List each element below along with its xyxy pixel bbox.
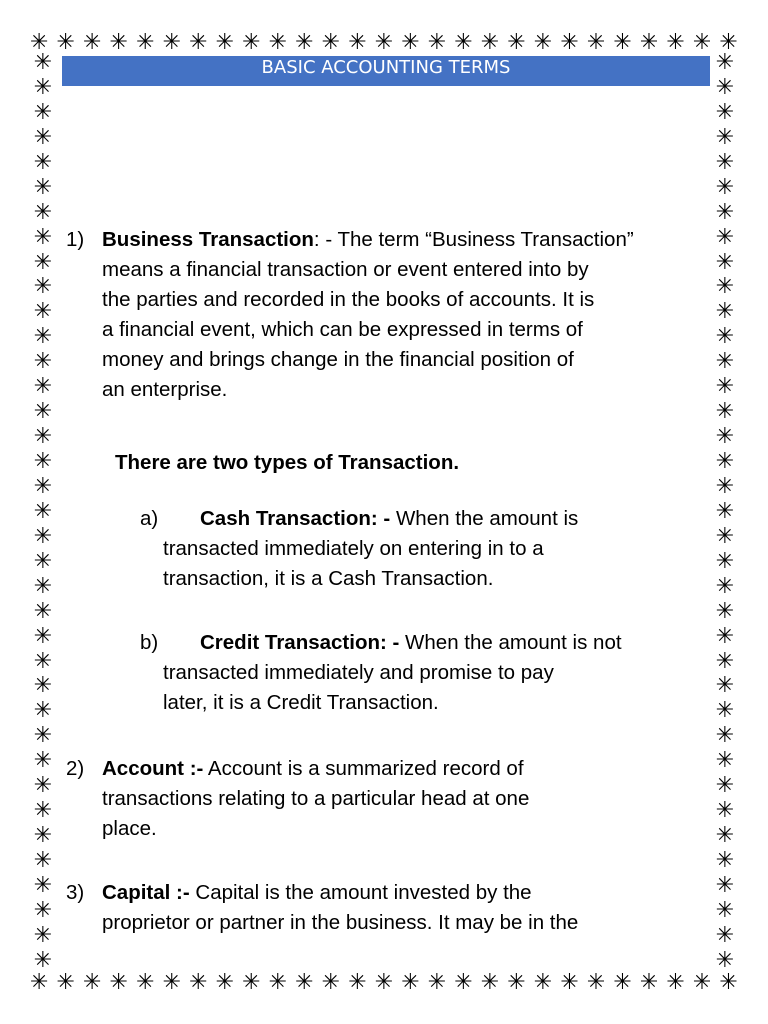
star-ornament-icon: ✳ <box>427 970 447 995</box>
star-ornament-icon: ✳ <box>507 970 526 995</box>
star-ornament-icon: ✳ <box>33 573 53 599</box>
star-ornament-icon: ✳ <box>136 970 155 995</box>
star-ornament-icon: ✳ <box>715 823 735 849</box>
definition-line: money and brings change in the financial position of <box>102 348 574 371</box>
top-star-border <box>30 30 738 56</box>
star-ornament-icon: ✳ <box>560 970 579 995</box>
star-ornament-icon: ✳ <box>480 970 500 995</box>
star-ornament-icon: ✳ <box>33 897 53 923</box>
definition-line: proprietor or partner in the business. It may be in the <box>102 911 579 934</box>
star-ornament-icon: ✳ <box>715 723 735 749</box>
definition-line: transactions relating to a particular head at one <box>102 787 530 810</box>
star-ornament-icon: ✳ <box>33 473 53 499</box>
star-ornament-icon: ✳ <box>639 30 659 55</box>
star-ornament-icon: ✳ <box>321 30 341 55</box>
star-ornament-icon: ✳ <box>715 274 735 300</box>
star-ornament-icon: ✳ <box>33 848 53 873</box>
star-ornament-icon: ✳ <box>427 30 447 55</box>
star-ornament-icon: ✳ <box>374 30 394 55</box>
star-ornament-icon: ✳ <box>715 449 735 474</box>
star-ornament-icon: ✳ <box>533 30 553 55</box>
star-ornament-icon: ✳ <box>715 748 735 774</box>
title-bar <box>62 56 710 86</box>
star-ornament-icon: ✳ <box>33 673 53 699</box>
star-ornament-icon: ✳ <box>242 30 261 55</box>
star-ornament-icon: ✳ <box>715 773 735 799</box>
star-ornament-icon: ✳ <box>454 970 473 995</box>
star-ornament-icon: ✳ <box>401 970 420 995</box>
star-ornament-icon: ✳ <box>715 648 735 674</box>
term-name: Account :- <box>102 757 204 780</box>
star-ornament-icon: ✳ <box>33 374 53 400</box>
definition-line: the parties and recorded in the books of accounts. It is <box>102 288 595 311</box>
item-number: 2) <box>66 757 85 780</box>
star-ornament-icon: ✳ <box>33 548 53 574</box>
star-ornament-icon: ✳ <box>33 598 53 624</box>
star-ornament-icon: ✳ <box>480 30 500 55</box>
page-title: BASIC ACCOUNTING TERMS <box>261 57 511 78</box>
item-number: 1) <box>66 228 85 251</box>
star-ornament-icon: ✳ <box>692 30 712 55</box>
star-ornament-icon: ✳ <box>666 30 685 55</box>
star-ornament-icon: ✳ <box>715 848 735 873</box>
term-name: Business Transaction <box>102 228 314 251</box>
star-ornament-icon: ✳ <box>162 970 182 995</box>
star-ornament-icon: ✳ <box>719 30 738 55</box>
star-ornament-icon: ✳ <box>715 299 735 325</box>
star-ornament-icon: ✳ <box>715 872 735 898</box>
star-ornament-icon: ✳ <box>295 970 314 995</box>
star-ornament-icon: ✳ <box>507 30 526 55</box>
star-ornament-icon: ✳ <box>715 673 735 699</box>
star-ornament-icon: ✳ <box>321 970 341 995</box>
term-name: Capital :- <box>102 881 190 904</box>
star-ornament-icon: ✳ <box>639 970 659 995</box>
star-ornament-icon: ✳ <box>560 30 579 55</box>
definition-line: a financial event, which can be expressed in terms of <box>102 318 583 341</box>
definition-line: means a financial transaction or event entered into by <box>102 258 589 281</box>
star-ornament-icon: ✳ <box>692 970 712 995</box>
star-ornament-icon: ✳ <box>715 99 735 125</box>
star-ornament-icon: ✳ <box>33 823 53 849</box>
star-ornament-icon: ✳ <box>715 598 735 624</box>
star-ornament-icon: ✳ <box>715 922 735 948</box>
definition-line: transaction, it is a Cash Transaction. <box>163 567 494 590</box>
star-ornament-icon: ✳ <box>33 224 53 250</box>
star-ornament-icon: ✳ <box>33 324 53 350</box>
star-ornament-icon: ✳ <box>33 872 53 898</box>
star-ornament-icon: ✳ <box>715 174 735 200</box>
star-ornament-icon: ✳ <box>533 970 553 995</box>
star-ornament-icon: ✳ <box>586 30 606 55</box>
star-ornament-icon: ✳ <box>715 74 735 100</box>
star-ornament-icon: ✳ <box>215 30 235 55</box>
right-star-border <box>712 52 738 972</box>
star-ornament-icon: ✳ <box>33 399 53 425</box>
star-ornament-icon: ✳ <box>83 970 102 995</box>
definition-line: later, it is a Credit Transaction. <box>163 691 439 714</box>
star-ornament-icon: ✳ <box>268 30 288 55</box>
definition-line: Account is a summarized record of <box>203 757 524 780</box>
star-ornament-icon: ✳ <box>33 922 53 948</box>
star-ornament-icon: ✳ <box>719 970 738 995</box>
star-ornament-icon: ✳ <box>33 99 53 125</box>
star-ornament-icon: ✳ <box>33 174 53 200</box>
star-ornament-icon: ✳ <box>33 124 53 150</box>
star-ornament-icon: ✳ <box>33 149 53 175</box>
star-ornament-icon: ✳ <box>715 424 735 450</box>
star-ornament-icon: ✳ <box>33 773 53 799</box>
star-ornament-icon: ✳ <box>348 30 367 55</box>
star-ornament-icon: ✳ <box>295 30 314 55</box>
star-ornament-icon: ✳ <box>83 30 102 55</box>
subitem-letter: b) <box>140 631 159 654</box>
star-ornament-icon: ✳ <box>33 349 53 375</box>
star-ornament-icon: ✳ <box>586 970 606 995</box>
definition-line: place. <box>102 817 157 840</box>
star-ornament-icon: ✳ <box>33 798 53 824</box>
star-ornament-icon: ✳ <box>162 30 182 55</box>
left-star-border <box>30 52 56 972</box>
star-ornament-icon: ✳ <box>374 970 394 995</box>
star-ornament-icon: ✳ <box>715 573 735 599</box>
types-heading <box>115 448 459 478</box>
star-ornament-icon: ✳ <box>613 30 632 55</box>
star-ornament-icon: ✳ <box>715 50 735 75</box>
star-ornament-icon: ✳ <box>33 523 53 549</box>
subitem-term: Credit Transaction: - <box>200 631 400 654</box>
star-ornament-icon: ✳ <box>189 970 208 995</box>
star-ornament-icon: ✳ <box>33 947 53 973</box>
bottom-star-border <box>30 970 738 996</box>
star-ornament-icon: ✳ <box>715 324 735 350</box>
star-ornament-icon: ✳ <box>715 798 735 824</box>
star-ornament-icon: ✳ <box>33 648 53 674</box>
star-ornament-icon: ✳ <box>33 50 53 75</box>
star-ornament-icon: ✳ <box>242 970 261 995</box>
term-separator: : - <box>313 228 333 251</box>
star-ornament-icon: ✳ <box>715 947 735 973</box>
star-ornament-icon: ✳ <box>33 274 53 300</box>
definition-line: Capital is the amount invested by the <box>189 881 532 904</box>
star-ornament-icon: ✳ <box>715 698 735 724</box>
star-ornament-icon: ✳ <box>666 970 685 995</box>
subitem-letter: a) <box>140 507 159 530</box>
star-ornament-icon: ✳ <box>33 299 53 325</box>
star-ornament-icon: ✳ <box>715 623 735 649</box>
definition-line: transacted immediately on entering in to a <box>163 537 544 560</box>
definition-line: The term “Business Transaction” <box>332 228 634 251</box>
definition-line: transacted immediately and promise to pay <box>163 661 554 684</box>
star-ornament-icon: ✳ <box>715 349 735 375</box>
star-ornament-icon: ✳ <box>56 970 75 995</box>
star-ornament-icon: ✳ <box>348 970 367 995</box>
star-ornament-icon: ✳ <box>30 30 49 55</box>
star-ornament-icon: ✳ <box>215 970 235 995</box>
star-ornament-icon: ✳ <box>715 548 735 574</box>
star-ornament-icon: ✳ <box>109 970 128 995</box>
star-ornament-icon: ✳ <box>33 498 53 524</box>
types-heading-text: There are two types of Transaction. <box>115 451 460 474</box>
star-ornament-icon: ✳ <box>33 74 53 100</box>
subitem-term: Cash Transaction: - <box>200 507 391 530</box>
star-ornament-icon: ✳ <box>715 199 735 225</box>
star-ornament-icon: ✳ <box>33 623 53 649</box>
star-ornament-icon: ✳ <box>715 523 735 549</box>
star-ornament-icon: ✳ <box>454 30 473 55</box>
star-ornament-icon: ✳ <box>715 224 735 250</box>
definition-line: When the amount is not <box>399 631 622 654</box>
star-ornament-icon: ✳ <box>715 498 735 524</box>
star-ornament-icon: ✳ <box>30 970 49 995</box>
star-ornament-icon: ✳ <box>715 473 735 499</box>
star-ornament-icon: ✳ <box>33 449 53 474</box>
definition-line: an enterprise. <box>102 378 228 401</box>
star-ornament-icon: ✳ <box>33 748 53 774</box>
star-ornament-icon: ✳ <box>33 698 53 724</box>
star-ornament-icon: ✳ <box>33 723 53 749</box>
star-ornament-icon: ✳ <box>715 149 735 175</box>
star-ornament-icon: ✳ <box>715 897 735 923</box>
item-number: 3) <box>66 881 85 904</box>
star-ornament-icon: ✳ <box>109 30 128 55</box>
star-ornament-icon: ✳ <box>136 30 155 55</box>
star-ornament-icon: ✳ <box>715 249 735 275</box>
definition-line: When the amount is <box>390 507 579 530</box>
star-ornament-icon: ✳ <box>56 30 75 55</box>
star-ornament-icon: ✳ <box>33 424 53 450</box>
star-ornament-icon: ✳ <box>715 124 735 150</box>
star-ornament-icon: ✳ <box>401 30 420 55</box>
star-ornament-icon: ✳ <box>33 199 53 225</box>
star-ornament-icon: ✳ <box>613 970 632 995</box>
star-ornament-icon: ✳ <box>189 30 208 55</box>
star-ornament-icon: ✳ <box>715 374 735 400</box>
star-ornament-icon: ✳ <box>268 970 288 995</box>
star-ornament-icon: ✳ <box>33 249 53 275</box>
star-ornament-icon: ✳ <box>715 399 735 425</box>
